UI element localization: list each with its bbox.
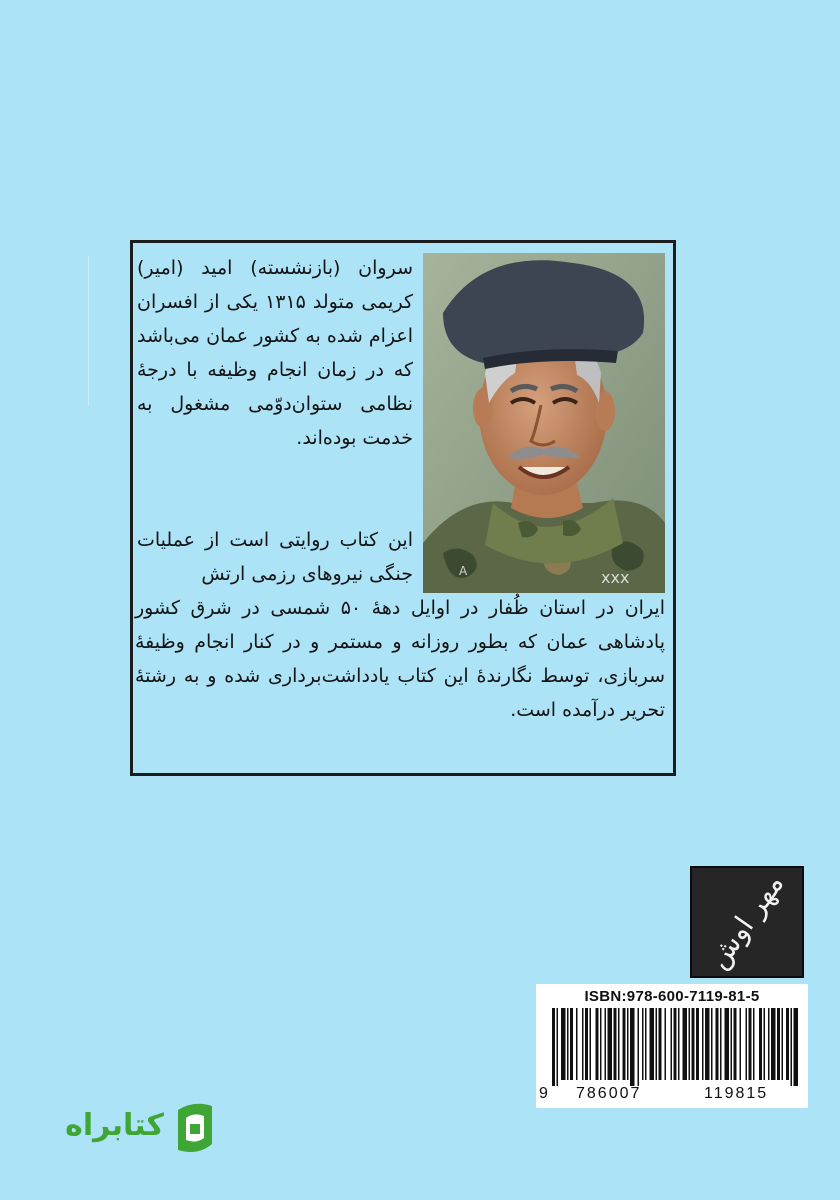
barcode-bar xyxy=(725,1008,730,1080)
barcode-bar xyxy=(671,1008,673,1080)
barcode-bar xyxy=(768,1008,770,1080)
barcode-bar xyxy=(582,1008,584,1080)
barcode-bar xyxy=(656,1008,658,1080)
barcode-bar xyxy=(771,1008,776,1080)
barcode-bar xyxy=(627,1008,629,1080)
bio-paragraph-book-description-continued: ایران در استان ظُفار در اوایل دههٔ ۵۰ شمسی در شرق کشور پادشاهی عمان که بطور روزانه و مستمر و در کنار انجام وظیفهٔ سربازی، توسط نگارندهٔ این کتاب یادداشت‌برداری شده و به رشتهٔ تحریر درآمده است. xyxy=(135,597,665,721)
barcode-right-digits: 119815 xyxy=(704,1085,769,1102)
barcode-bar xyxy=(650,1008,655,1080)
barcode-bar xyxy=(557,1008,559,1086)
barcode-bar xyxy=(605,1008,607,1080)
ketabrah-watermark xyxy=(38,1100,218,1160)
barcode-bar xyxy=(734,1008,737,1080)
barcode-lead-digit: 9 xyxy=(539,1085,548,1102)
barcode-bar xyxy=(570,1008,573,1080)
barcode-bar xyxy=(608,1008,613,1080)
barcode-bar xyxy=(689,1008,691,1080)
barcode-bar xyxy=(567,1008,569,1080)
barcode-bar xyxy=(665,1008,667,1080)
barcode-bar xyxy=(716,1008,719,1080)
isbn-barcode xyxy=(536,984,808,1108)
watermark-text: کتابراه xyxy=(65,1108,164,1143)
isbn-label: ISBN:978-600-7119-81-5 xyxy=(584,988,760,1005)
publisher-logo-text: مهر اوش xyxy=(701,868,791,975)
barcode-bar xyxy=(645,1008,647,1080)
barcode-bar xyxy=(614,1008,617,1080)
barcode-bar xyxy=(674,1008,677,1080)
barcode-bar xyxy=(659,1008,662,1080)
barcode-bar xyxy=(678,1008,680,1080)
svg-text:xxx: xxx xyxy=(601,568,630,587)
barcode-bar xyxy=(731,1008,733,1080)
svg-text:A: A xyxy=(459,564,468,578)
barcode-bar xyxy=(705,1008,710,1080)
barcode-bar xyxy=(794,1008,799,1086)
barcode-bar xyxy=(692,1008,695,1080)
publisher-calligraphy-mark xyxy=(692,868,802,976)
barcode-bar xyxy=(683,1008,688,1080)
barcode-bar xyxy=(786,1008,789,1080)
barcode-bar xyxy=(791,1008,793,1086)
barcode-bar xyxy=(623,1008,626,1080)
barcode-bar xyxy=(746,1008,748,1080)
barcode-bar xyxy=(696,1008,699,1080)
barcode-bar xyxy=(596,1008,599,1080)
author-bio-text xyxy=(133,243,673,773)
barcode-bar xyxy=(561,1008,566,1080)
barcode-left-digits: 786007 xyxy=(576,1085,642,1102)
spine-edge-line xyxy=(88,256,89,406)
barcode-bar xyxy=(585,1008,588,1080)
barcode-bars xyxy=(550,1008,800,1088)
barcode-bar xyxy=(702,1008,704,1080)
barcode-bar xyxy=(764,1008,766,1080)
barcode-bar xyxy=(600,1008,602,1080)
barcode-bar xyxy=(711,1008,713,1080)
barcode-bar xyxy=(782,1008,784,1080)
barcode-bar xyxy=(590,1008,592,1080)
barcode-bar xyxy=(638,1008,640,1086)
author-bio-frame xyxy=(130,240,676,776)
publisher-logo xyxy=(690,866,804,978)
bio-paragraph-intro: سروان (بازنشسته) امید (امیر) کریمی متولد ۱۳۱۵ یکی از افسران اعزام شده به کشور عمان می‌باشد که در زمان انجام وظیفه با درجهٔ نظامی ستوان‌دوّمی مشغول به خدمت بوده‌اند. xyxy=(137,257,413,449)
barcode-bar xyxy=(618,1008,620,1080)
barcode-bar xyxy=(642,1008,644,1080)
barcode-bar xyxy=(720,1008,722,1080)
barcode-bar xyxy=(740,1008,742,1080)
barcode-bar xyxy=(552,1008,555,1086)
barcode-bar xyxy=(630,1008,635,1086)
barcode-bar xyxy=(777,1008,780,1080)
barcode-bar xyxy=(753,1008,755,1080)
ketabrah-logo-icon xyxy=(168,1100,220,1156)
barcode-bar xyxy=(576,1008,578,1080)
barcode-bar xyxy=(749,1008,752,1080)
bio-paragraph-book-description: این کتاب روایتی است از عملیات جنگی نیروهای رزمی ارتش xyxy=(137,529,413,585)
barcode-bar xyxy=(759,1008,762,1080)
